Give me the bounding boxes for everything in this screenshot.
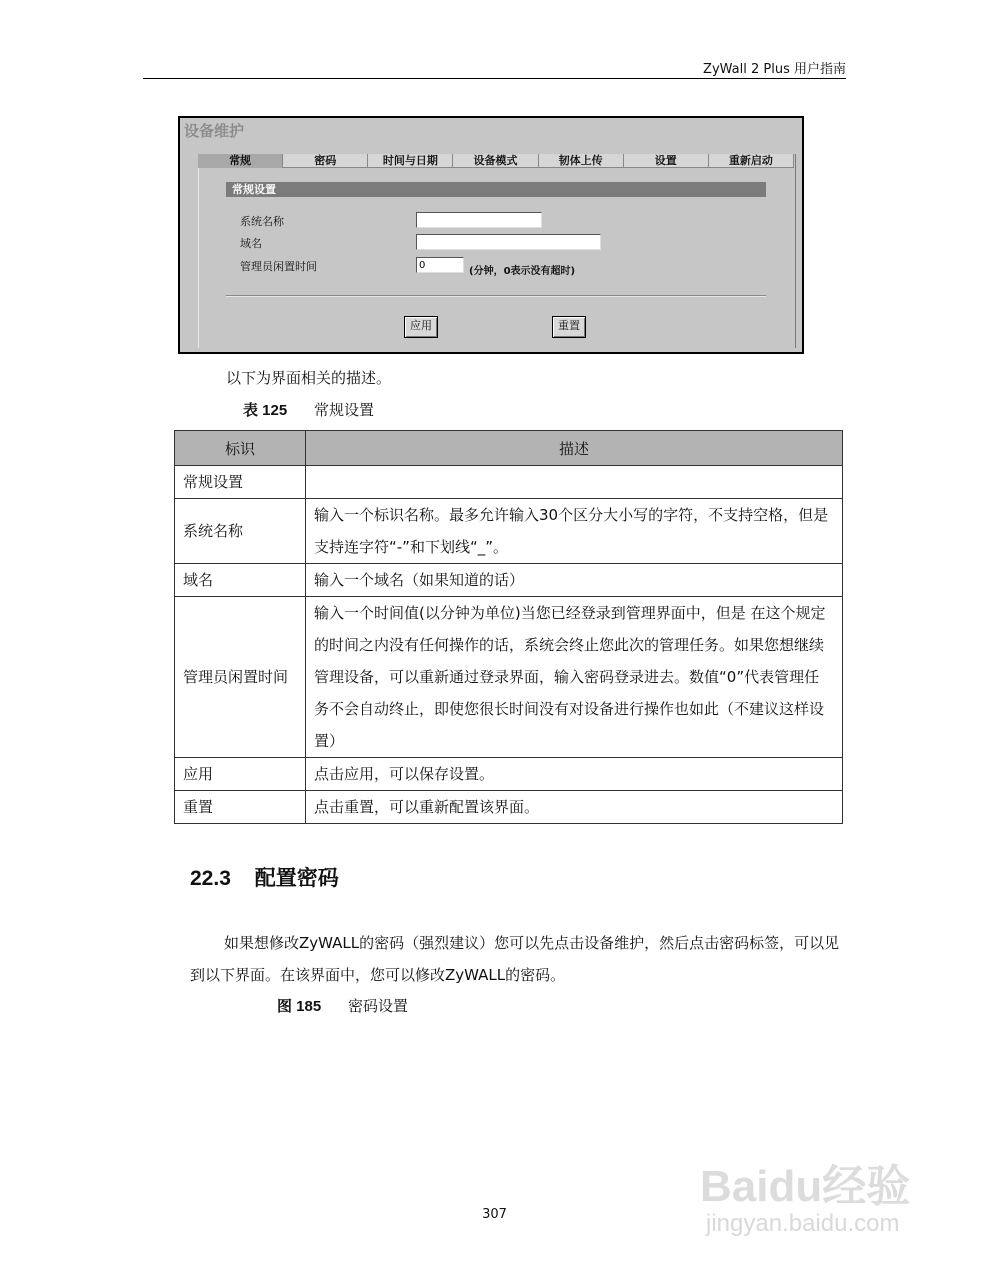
- tab-device-mode[interactable]: 设备模式: [453, 154, 538, 168]
- section-number: 22.3: [190, 867, 231, 890]
- row-description: 输入一个时间值(以分钟为单位)当您已经登录到管理界面中，但是 在这个规定的时间之内没有任何操作的话，系统会终止您此次的管理任务。如果您想继续管理设备，可以重新通过登录界面，输入密码登录进去。数值“0”代表管理任务不会自动终止，即使您很长时间没有对设备进行操作也如此（不建议这样设置）: [306, 597, 843, 758]
- figure-caption-label: 图 185: [277, 998, 322, 1015]
- intro-text: 以下为界面相关的描述。: [226, 369, 392, 387]
- screenshot-divider: [226, 295, 766, 297]
- tab-bar: [198, 154, 794, 168]
- row-label: 管理员闲置时间: [175, 597, 306, 758]
- header-rule: [143, 78, 846, 79]
- row-label: 域名: [175, 564, 306, 597]
- figure-caption-title: 密码设置: [347, 997, 408, 1015]
- running-header: ZyWall 2 Plus 用户指南: [703, 62, 846, 77]
- body-paragraph: 如果想修改ZyWALL的密码（强烈建议）您可以先点击设备维护，然后点击密码标签，可以见到以下界面。在该界面中，您可以修改ZyWALL的密码。: [190, 934, 840, 984]
- row-label: 系统名称: [175, 499, 306, 564]
- tab-settings[interactable]: 设置: [624, 154, 709, 168]
- description-table: [174, 430, 843, 824]
- system-name-input[interactable]: [416, 212, 542, 228]
- section-heading: [190, 862, 339, 892]
- domain-input[interactable]: [416, 234, 601, 250]
- table-caption-label: 表 125: [243, 402, 288, 419]
- row-description: [306, 466, 843, 499]
- table-caption: [243, 399, 374, 420]
- table-caption-title: 常规设置: [313, 401, 374, 419]
- apply-button[interactable]: 应用: [404, 316, 438, 338]
- tab-firmware-upload[interactable]: 韧体上传: [539, 154, 624, 168]
- figure-caption: [277, 995, 408, 1016]
- screenshot-title: 设备维护: [184, 122, 245, 140]
- idle-timeout-note: (分钟，0表示没有超时): [469, 266, 576, 277]
- row-description: 点击应用，可以保存设置。: [306, 758, 843, 791]
- table-row: [175, 564, 843, 597]
- page-number: 307: [482, 1207, 507, 1222]
- tab-password[interactable]: 密码: [283, 154, 368, 168]
- table-row: [175, 466, 843, 499]
- table-row: [175, 597, 843, 758]
- row-label: 重置: [175, 791, 306, 824]
- row-description: 输入一个标识名称。最多允许输入30个区分大小写的字符，不支持空格，但是支持连字符“-”和下划线“_”。: [306, 499, 843, 564]
- reset-button[interactable]: 重置: [552, 316, 586, 338]
- table-header-row: [175, 431, 843, 466]
- system-name-label: 系统名称: [240, 215, 284, 228]
- tab-restart[interactable]: 重新启动: [709, 154, 794, 168]
- device-maintenance-screenshot: [178, 116, 804, 354]
- row-description: 输入一个域名（如果知道的话）: [306, 564, 843, 597]
- domain-label: 域名: [240, 237, 262, 250]
- idle-timeout-label: 管理员闲置时间: [240, 260, 317, 273]
- row-label: 常规设置: [175, 466, 306, 499]
- table-row: [175, 791, 843, 824]
- section-header-general: 常规设置: [226, 182, 766, 197]
- tab-general[interactable]: 常规: [198, 154, 283, 168]
- watermark-url: jingyan.baidu.com: [706, 1210, 900, 1237]
- table-row: [175, 758, 843, 791]
- watermark-logo: Baidu经验: [700, 1162, 911, 1211]
- row-label: 应用: [175, 758, 306, 791]
- header-label: 标识: [175, 431, 306, 466]
- table-row: [175, 499, 843, 564]
- section-title: 配置密码: [254, 867, 339, 890]
- tab-time-date[interactable]: 时间与日期: [368, 154, 453, 168]
- header-description: 描述: [306, 431, 843, 466]
- idle-timeout-input[interactable]: [416, 257, 464, 273]
- row-description: 点击重置，可以重新配置该界面。: [306, 791, 843, 824]
